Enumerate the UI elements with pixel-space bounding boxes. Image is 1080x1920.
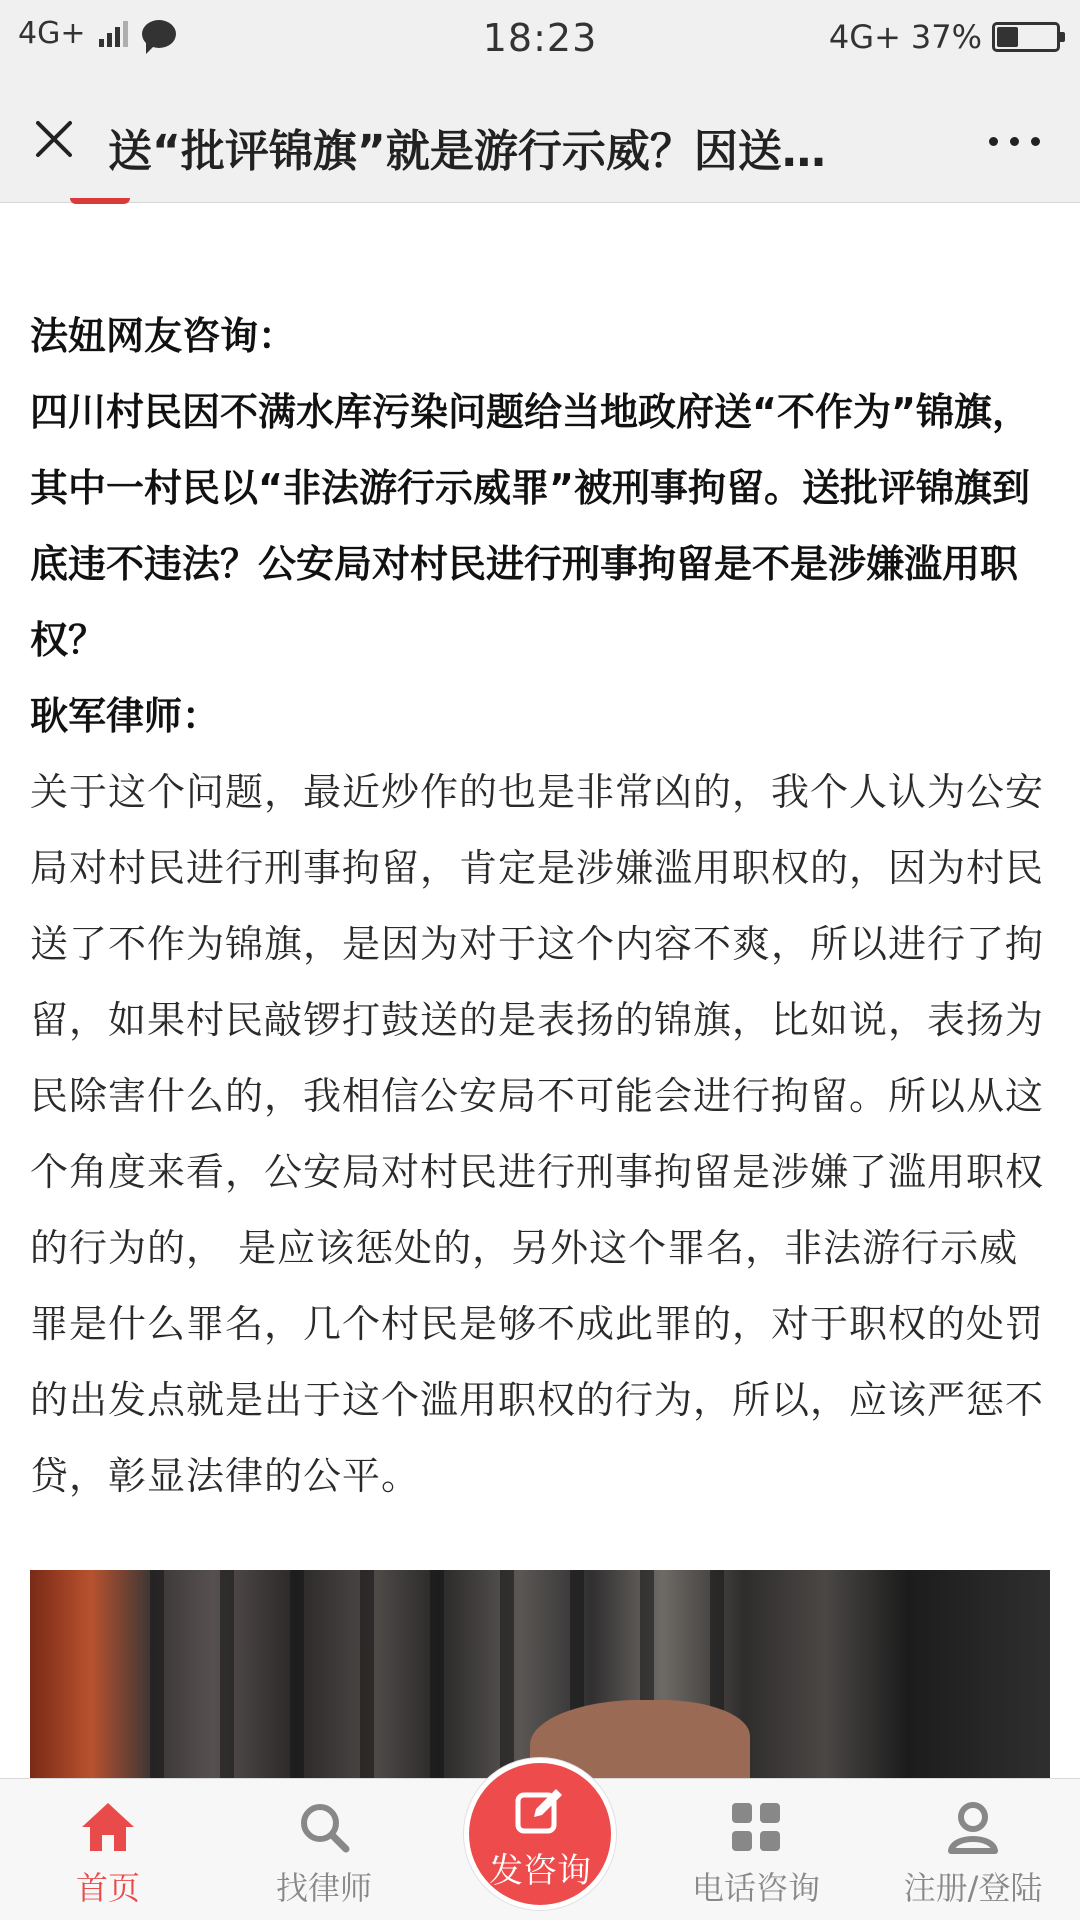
tab-find-lawyer[interactable] [244, 1797, 404, 1909]
consult-button[interactable] [464, 1758, 616, 1910]
tab-login[interactable] [893, 1797, 1053, 1909]
tab-phone-consult[interactable] [676, 1797, 836, 1909]
question-label: 法妞网友咨询： [30, 314, 297, 358]
tab-login-label: 注册/登陆 [903, 1869, 1043, 1907]
edit-icon [514, 1785, 566, 1837]
network-right-label: 4G+ [828, 18, 901, 56]
tab-find-lawyer-label: 找律师 [275, 1869, 372, 1907]
battery-fill [997, 27, 1018, 47]
consult-button-label: 发咨询 [489, 1851, 591, 1891]
decorative-sliver [70, 198, 130, 204]
close-icon[interactable] [30, 115, 78, 163]
user-icon [945, 1799, 1001, 1855]
network-label: 4G+ [18, 16, 86, 51]
article-photo [30, 1570, 1050, 1780]
tab-phone-consult-label: 电话咨询 [691, 1869, 820, 1907]
status-bar [0, 0, 1080, 75]
tab-home[interactable] [28, 1797, 188, 1909]
battery-icon [992, 22, 1060, 52]
title-bar [0, 75, 1080, 203]
home-icon [78, 1799, 138, 1855]
grid-icon [728, 1799, 784, 1855]
search-icon [296, 1799, 352, 1855]
question-text: 四川村民因不满水库污染问题给当地政府送“不作为”锦旗，其中一村民以“非法游行示威罪”被刑事拘留。送批评锦旗到底违不违法？公安局对村民进行刑事拘留是不是涉嫌滥用职权？ [30, 390, 1030, 662]
answer-text: 关于这个问题，最近炒作的也是非常凶的，我个人认为公安局对村民进行刑事拘留，肯定是涉嫌滥用职权的，因为村民送了不作为锦旗，是因为对于这个内容不爽，所以进行了拘留，如果村民敲锣打鼓送的是表扬的锦旗，比如说，表扬为民除害什么的，我相信公安局不可能会进行拘留。所以从这个角度来看，公安局对村民进行刑事拘留是涉嫌了滥用职权的行为的， 是应该惩处的，另外这个罪名，非法游行示威罪是什么罪名，几个村民是够不成此罪的，对于职权的处罚的出发点就是出于这个滥用职权的行为，所以，应该严惩不贷，彰显法律的公平。 [30, 770, 1045, 1498]
page-title: 送“批评锦旗”就是游行示威？因送… [108, 126, 826, 177]
status-right [829, 18, 1060, 56]
answer-label: 耿军律师： [30, 694, 221, 738]
clock: 18:23 [482, 16, 598, 60]
tab-home-label: 首页 [75, 1869, 140, 1907]
battery-percent: 37% [910, 18, 982, 56]
article-body [30, 298, 1050, 1514]
more-icon[interactable] [989, 137, 1040, 146]
